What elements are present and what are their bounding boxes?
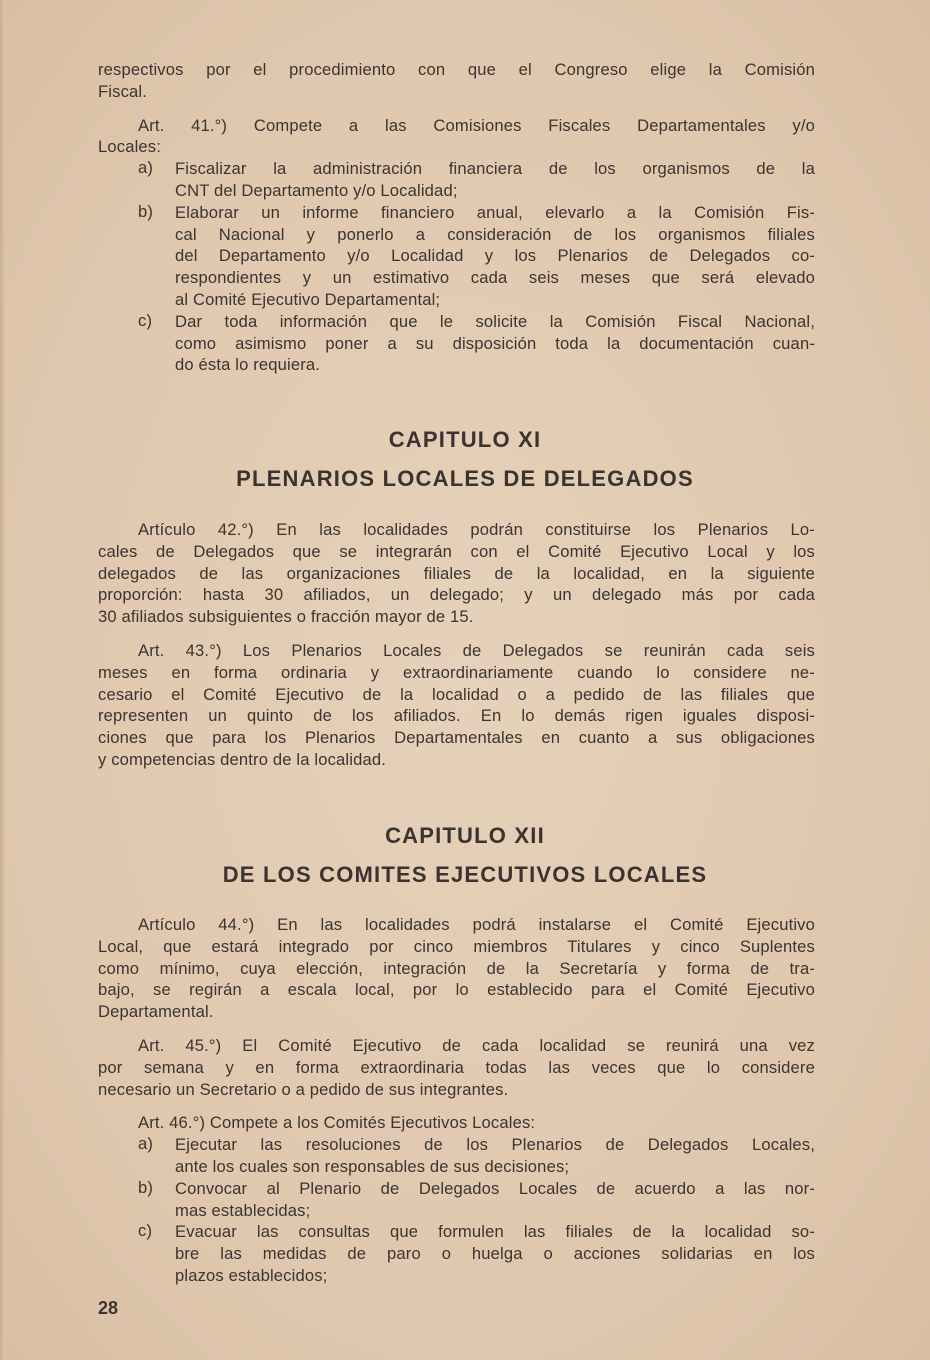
text-line: Artículo 44.°) En las localidades podrá instalarse el Comité Ejecutivo: [138, 915, 815, 934]
text-line: mas establecidas;: [175, 1200, 311, 1220]
paragraph: [98, 115, 815, 159]
text-line: Art. 43.°) Los Plenarios Locales de Delegados se reunirán cada seis: [138, 640, 815, 660]
text-line: Artículo 42.°) En las localidades podrán constituirse los Plenarios Lo-: [138, 520, 815, 539]
text-line: 30 afiliados subsiguientes o fracción mayor de 15.: [98, 607, 474, 627]
text-line: Departamental.: [98, 1002, 214, 1022]
text-line: bajo, se regirán a escala local, por lo establecido para el Comité Ejecutivo: [98, 980, 815, 1000]
paragraph: [98, 59, 815, 103]
text-line: del Departamento y/o Localidad y los Plenarios de Delegados co-: [175, 246, 815, 266]
text-line: Ejecutar las resoluciones de los Plenarios de Delegados Locales,: [175, 1135, 815, 1155]
paragraph-gap: [98, 1023, 815, 1035]
text-line: Convocar al Plenario de Delegados Locales de acuerdo a las nor-: [175, 1178, 815, 1198]
text-line: representen un quinto de los afiliados. En lo demás rigen iguales disposi-: [98, 706, 815, 726]
list-item-label: c): [138, 310, 153, 330]
text-line: cal Nacional y ponerlo a consideración de los organismos filiales: [175, 224, 815, 244]
text-line: Fiscalizar la administración financiera de los organismos de la: [175, 159, 815, 179]
text-line: Fiscal.: [98, 81, 147, 101]
list-item-label: b): [138, 201, 154, 221]
page-edge: [0, 0, 6, 1360]
text-line: Elaborar un informe financiero anual, elevarlo a la Comisión Fis-: [175, 202, 815, 222]
text-line: CNT del Departamento y/o Localidad;: [175, 180, 458, 200]
page-number: 28: [98, 1298, 119, 1318]
text-line: Local, que estará integrado por cinco miembros Titulares y cinco Suplentes: [98, 936, 815, 956]
section-art42-43: [98, 519, 815, 771]
text-line: cesario el Comité Ejecutivo de la localidad o a pedido de las filiales que: [98, 684, 815, 704]
paragraph: [98, 640, 815, 771]
text-line: plazos establecidos;: [175, 1265, 328, 1285]
text-line: necesario un Secretario o a pedido de sus integrantes.: [98, 1079, 509, 1099]
paragraph: [98, 1112, 815, 1134]
text-line: ante los cuales son responsables de sus decisiones;: [175, 1156, 570, 1176]
chapter-title: DE LOS COMITES EJECUTIVOS LOCALES: [222, 862, 708, 887]
text-line: Locales:: [98, 137, 162, 157]
text-line: Art. 41.°) Compete a las Comisiones Fiscales Departamentales y/o: [138, 115, 815, 135]
text-line: do ésta lo requiera.: [175, 355, 321, 375]
chapter-title: PLENARIOS LOCALES DE DELEGADOS: [236, 466, 694, 491]
text-line: como mínimo, cuya elección, integración de la Secretaría y forma de tra-: [98, 958, 815, 978]
paragraph-gap: [98, 628, 815, 640]
list-item: [98, 1221, 815, 1286]
paragraph-gap: [98, 103, 815, 115]
text-line: Art. 46.°) Compete a los Comités Ejecutivos Locales:: [138, 1113, 536, 1133]
text-line: Dar toda información que le solicite la Comisión Fiscal Nacional,: [175, 311, 815, 331]
list-item-label: b): [138, 1177, 154, 1197]
list-item-label: a): [138, 158, 154, 178]
text-line: Evacuar las consultas que formulen las filiales de la localidad so-: [175, 1222, 815, 1242]
text-line: como asimismo poner a su disposición toda la documentación cuan-: [175, 333, 815, 353]
text-line: respondientes y un estimativo cada seis meses que será elevado: [175, 268, 815, 288]
list-item: [98, 1134, 815, 1178]
list-item: [98, 311, 815, 376]
list-item: [98, 158, 815, 202]
paragraph: [98, 914, 815, 1023]
text-line: al Comité Ejecutivo Departamental;: [175, 289, 441, 309]
text-line: por semana y en forma extraordinaria todas las veces que lo considere: [98, 1057, 815, 1077]
chapter-heading: CAPITULO XII: [385, 823, 545, 848]
section-art41: [98, 59, 815, 376]
list-item: [98, 1178, 815, 1222]
list-item-label: a): [138, 1134, 154, 1154]
list-item: [98, 202, 815, 311]
text-line: Art. 45.°) El Comité Ejecutivo de cada localidad se reunirá una vez: [138, 1035, 815, 1055]
text-line: ciones que para los Plenarios Departamentales en cuanto a sus obligaciones: [98, 728, 815, 748]
paragraph-gap: [98, 1100, 815, 1112]
chapter-heading: CAPITULO XI: [388, 427, 542, 452]
list-item-label: c): [138, 1221, 153, 1241]
text-line: delegados de las organizaciones filiales de la localidad, en la siguiente: [98, 563, 815, 583]
text-line: bre las medidas de paro o huelga o acciones solidarias en los: [175, 1244, 815, 1264]
paragraph: [98, 1035, 815, 1100]
text-line: proporción: hasta 30 afiliados, un delegado; y un delegado más por cada: [98, 585, 815, 605]
text-line: cales de Delegados que se integrarán con el Comité Ejecutivo Local y los: [98, 541, 815, 561]
paragraph: [98, 519, 815, 628]
text-line: meses en forma ordinaria y extraordinariamente cuando lo considere ne-: [98, 662, 815, 682]
text-line: respectivos por el procedimiento con que el Congreso elige la Comisión: [98, 60, 815, 79]
text-line: y competencias dentro de la localidad.: [98, 749, 386, 769]
section-art44-46: [98, 914, 815, 1287]
